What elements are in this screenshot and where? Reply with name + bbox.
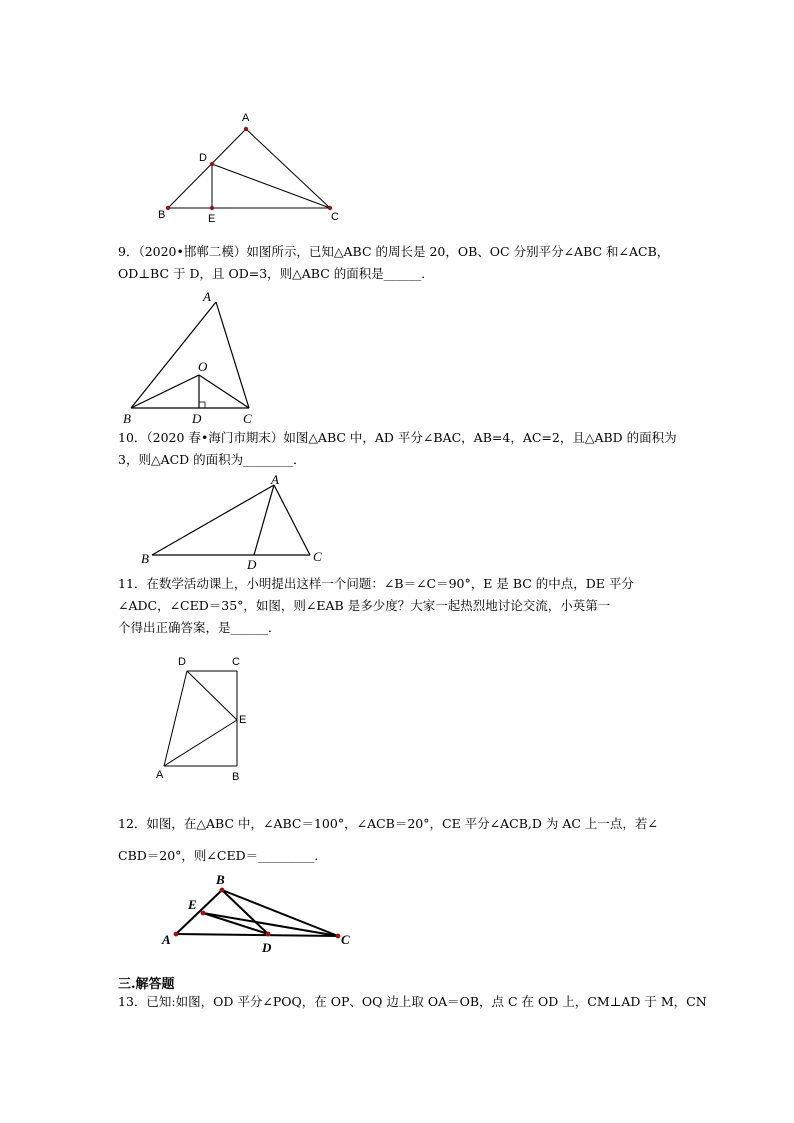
question-9-line-2: OD⊥BC 于 D，且 OD=3，则△ABC 的面积是______． [118, 266, 434, 281]
triangle-diagram [118, 286, 268, 426]
point-b [166, 206, 170, 210]
label-b: B [141, 551, 149, 566]
label-a: A [271, 472, 279, 487]
label-b: B [123, 411, 131, 426]
label-d: D [192, 411, 202, 426]
question-10-text [118, 427, 678, 471]
segment-ab [176, 890, 222, 934]
segment-ba [131, 302, 216, 408]
segment-bc [222, 890, 338, 936]
label-e: E [188, 897, 197, 912]
figure-q10 [138, 472, 338, 572]
segment-ac [246, 129, 330, 208]
label-c: C [313, 549, 322, 564]
question-11-line-3: 个得出正确答案，是______． [118, 620, 281, 635]
point-a [244, 127, 248, 131]
triangle-diagram [150, 108, 350, 228]
point-c [336, 934, 341, 939]
label-a: A [203, 289, 211, 304]
label-d: D [199, 152, 207, 164]
question-11-line-1: 11．在数学活动课上，小明提出这样一个问题：∠B＝∠C＝90°，E 是 BC 的中点，DE 平分 [118, 576, 634, 591]
segment-oc [199, 375, 249, 408]
label-d: D [247, 557, 257, 572]
question-12-line-2: CBD＝20°，则∠CED＝_________． [118, 848, 327, 863]
label-d: D [262, 940, 272, 955]
segment-ba [152, 485, 274, 555]
segment-dc [212, 164, 330, 208]
figure-q8 [150, 108, 350, 228]
question-11-text [118, 573, 678, 639]
point-c [328, 206, 332, 210]
figure-q12 [160, 870, 360, 960]
point-d [266, 932, 271, 937]
label-c: C [341, 932, 350, 947]
right-angle-mark [199, 402, 205, 408]
label-d: D [178, 656, 186, 668]
label-e: E [239, 714, 247, 726]
triangle-diagram [160, 870, 360, 960]
section-heading: 三.解答题 [118, 977, 175, 992]
question-10-line-2: 3，则△ACD 的面积为________． [118, 452, 306, 467]
segment-ac [216, 302, 249, 408]
label-e: E [208, 213, 216, 225]
segment-ad [254, 485, 274, 555]
figure-q11 [150, 654, 260, 784]
question-12-text [118, 808, 678, 872]
segment-de [187, 671, 237, 720]
label-c: C [232, 656, 240, 668]
question-9-text [118, 241, 678, 285]
triangle-diagram [138, 472, 338, 572]
point-e [201, 911, 206, 916]
label-a: A [156, 769, 164, 781]
label-a: A [242, 112, 250, 124]
point-a [174, 932, 179, 937]
segment-ac [274, 485, 310, 555]
figure-q9 [118, 286, 268, 426]
segment-ec [203, 913, 338, 936]
label-b: B [232, 771, 240, 783]
question-13-text [118, 991, 707, 1013]
question-12-line-1: 12．如图，在△ABC 中，∠ABC＝100°，∠ACB＝20°，CE 平分∠ACB,D 为 AC 上一点，若∠ [118, 816, 658, 831]
segment-ba [168, 129, 246, 208]
question-13-line-1: 13．已知:如图，OD 平分∠POQ，在 OP、OQ 边上取 OA＝OB，点 C 在 OD 上，CM⊥AD 于 M，CN [118, 994, 707, 1009]
point-e [210, 206, 214, 210]
question-9-line-1: 9．（2020•邯郸二模）如图所示，已知△ABC 的周长是 20，OB、OC 分别平分∠ABC 和∠ACB， [118, 244, 670, 259]
quadrilateral-diagram [150, 654, 260, 784]
point-b [220, 888, 225, 893]
label-b: B [158, 209, 166, 221]
question-11-line-2: ∠ADC，∠CED＝35°，如图，则∠EAB 是多少度？大家一起热烈地讨论交流，小英第一 [118, 598, 611, 613]
segment-ae [164, 720, 237, 766]
label-c: C [243, 411, 252, 426]
label-b: B [216, 872, 225, 887]
point-d [210, 162, 214, 166]
label-o: O [198, 359, 208, 374]
label-a: A [162, 932, 171, 947]
segment-bo [131, 375, 199, 408]
question-10-line-1: 10．（2020 春•海门市期末）如图△ABC 中，AD 平分∠BAC，AB=4，AC=2，且△ABD 的面积为 [118, 430, 677, 445]
segment-ac [176, 934, 338, 936]
segment-ad [164, 671, 187, 766]
label-c: C [331, 211, 339, 223]
